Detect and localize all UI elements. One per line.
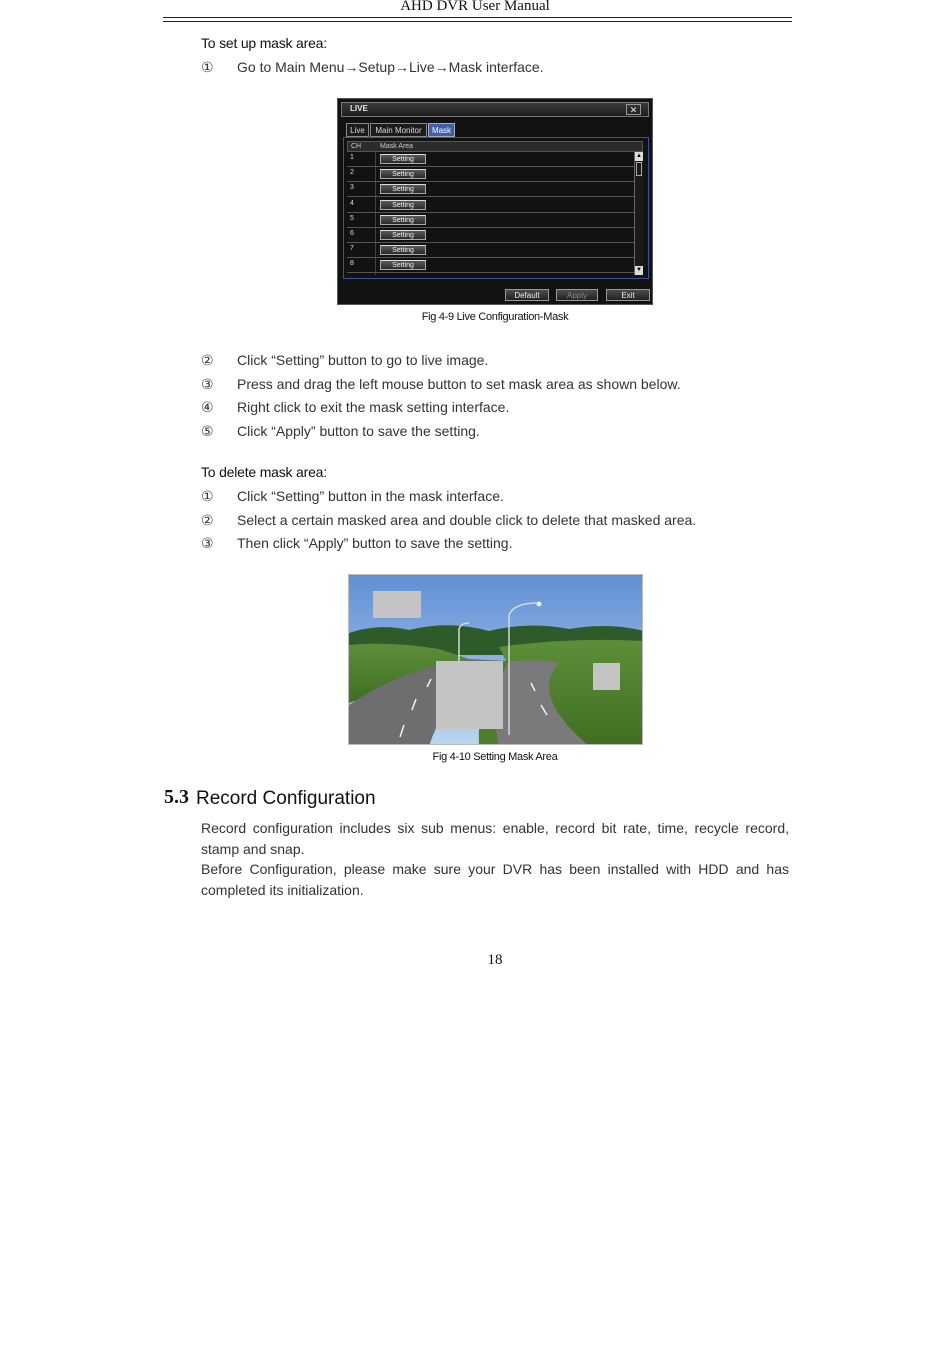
arrow-right-icon: → (344, 59, 359, 75)
header-rule (163, 17, 792, 18)
step-text: Right click to exit the mask setting interface. (237, 399, 510, 415)
dvr-live-mask-window (337, 98, 653, 305)
step-number: ① (201, 488, 214, 504)
channel-number: 4 (350, 199, 354, 207)
step-text: Click “Setting” button in the mask interface. (237, 488, 504, 504)
setting-button[interactable]: Setting (380, 169, 426, 179)
column-header-ch: CH (351, 143, 362, 150)
step-number: ③ (201, 376, 214, 392)
step-text: Press and drag the left mouse button to set mask area as shown below. (237, 376, 681, 392)
close-icon[interactable]: ✕ (626, 104, 641, 115)
step-number: ③ (201, 535, 214, 551)
table-row (347, 213, 637, 228)
table-row (347, 182, 637, 197)
step-text: Select a certain masked area and double click to delete that masked area. (237, 512, 697, 528)
table-row (347, 152, 637, 167)
section-title: Record Configuration (196, 788, 376, 809)
setting-button[interactable]: Setting (380, 260, 426, 270)
step-text: Go to Main Menu→Setup→Live→Mask interface. (237, 59, 544, 75)
mask-table (347, 141, 643, 275)
exit-button[interactable]: Exit (606, 289, 650, 301)
mask-area-photo (348, 574, 643, 745)
step-number: ② (201, 512, 214, 528)
channel-number: 8 (350, 260, 354, 268)
channel-number: 7 (350, 245, 354, 253)
channel-number: 1 (350, 154, 354, 161)
channel-number: 2 (350, 169, 354, 177)
figure-caption: Fig 4-10 Setting Mask Area (432, 751, 558, 763)
dvr-title-bar (341, 102, 649, 117)
section-number: 5.3 (164, 786, 189, 808)
arrow-right-icon: → (434, 59, 449, 75)
arrow-right-icon: → (394, 59, 409, 75)
tab-mask[interactable]: Mask (428, 123, 455, 137)
default-button[interactable]: Default (505, 289, 549, 301)
step-number: ④ (201, 399, 214, 415)
page-number: 18 (487, 952, 503, 968)
mask-area-rect[interactable] (373, 591, 421, 618)
step-number: ⑤ (201, 423, 214, 439)
dvr-mask-panel (343, 137, 649, 279)
mask-area-rect[interactable] (436, 661, 503, 729)
table-row (347, 243, 637, 258)
paragraph: Record configuration includes six sub menus: enable, record bit rate, time, recycle record, stamp and snap. (201, 820, 789, 857)
apply-button[interactable]: Apply (556, 289, 598, 301)
tab-main-monitor[interactable]: Main Monitor (370, 123, 427, 137)
channel-number: 3 (350, 184, 354, 192)
setting-button[interactable]: Setting (380, 215, 426, 225)
setting-button[interactable]: Setting (380, 245, 426, 255)
paragraph: Before Configuration, please make sure your DVR has been installed with HDD and has completed its initialization. (201, 861, 789, 898)
scroll-up-icon[interactable]: ▲ (636, 153, 642, 159)
step-text: Click “Apply” button to save the setting. (237, 423, 480, 439)
step-text: Click “Setting” button to go to live image. (237, 352, 489, 368)
scrollbar[interactable] (634, 152, 643, 275)
mask-table-header (347, 141, 643, 152)
mask-area-rect[interactable] (593, 663, 620, 690)
figure-caption: Fig 4-9 Live Configuration-Mask (421, 311, 569, 323)
setting-button[interactable]: Setting (380, 184, 426, 194)
table-row (347, 198, 637, 213)
table-row (347, 167, 637, 182)
tab-live[interactable]: Live (346, 123, 369, 137)
dvr-window-title: LIVE (350, 104, 368, 113)
table-row (347, 228, 637, 243)
setting-button[interactable]: Setting (380, 200, 426, 210)
scrollbar-thumb[interactable] (636, 162, 642, 176)
header-rule-double (163, 21, 792, 22)
step-number: ② (201, 352, 214, 368)
column-header-mask-area: Mask Area (380, 143, 414, 150)
step-number: ① (201, 59, 214, 75)
header-title: AHD DVR User Manual (400, 0, 550, 14)
table-row (347, 258, 637, 273)
setting-button[interactable]: Setting (380, 230, 426, 240)
scroll-down-icon[interactable]: ▼ (636, 267, 642, 273)
channel-number: 6 (350, 230, 354, 237)
channel-number: 5 (350, 214, 354, 222)
setting-button[interactable]: Setting (380, 154, 426, 164)
setup-heading: To set up mask area: (201, 35, 327, 51)
delete-heading: To delete mask area: (201, 464, 327, 480)
step-text: Then click “Apply” button to save the setting. (237, 535, 513, 551)
